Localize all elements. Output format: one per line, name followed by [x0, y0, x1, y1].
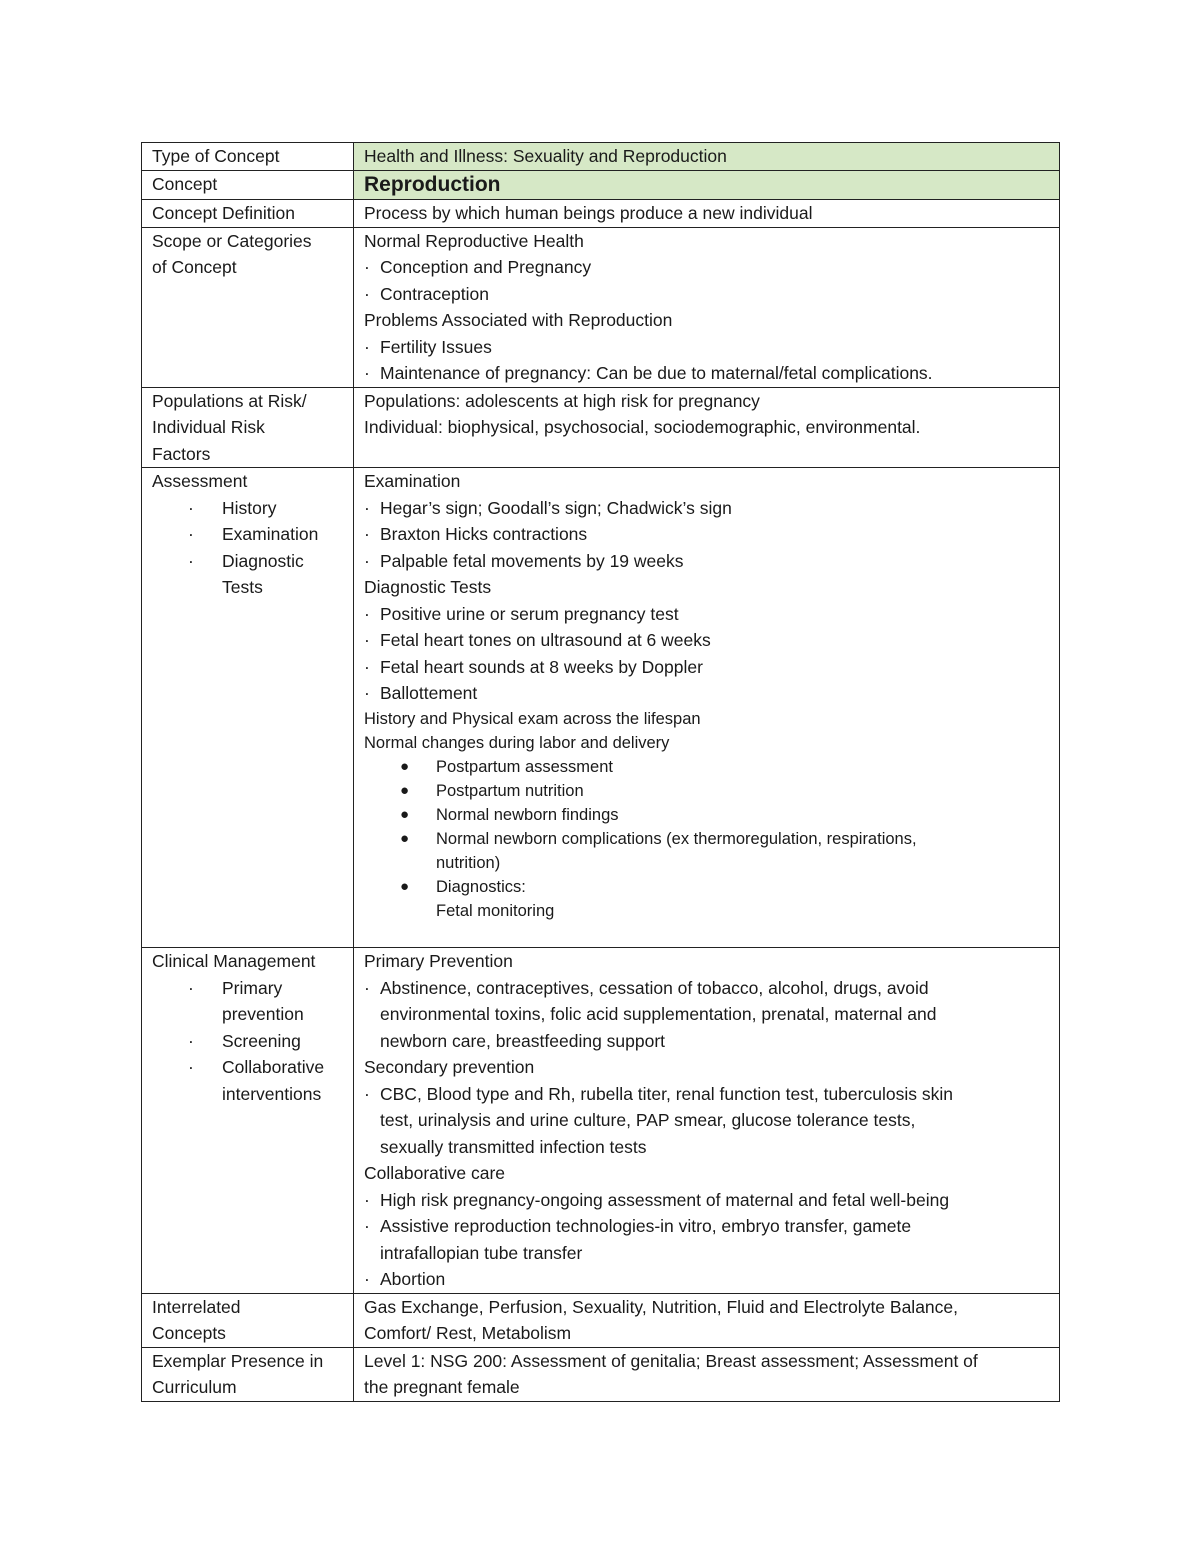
list-item: · Maintenance of pregnancy: Can be due to maternal/fetal complications. [364, 363, 933, 383]
list-item: · Abortion [364, 1269, 446, 1289]
value-exemplar: Level 1: NSG 200: Assessment of genitalia; Breast assessment; Assessment of the pregnant female [354, 1347, 1060, 1401]
concept-table [141, 142, 1060, 1402]
row-concept-definition [142, 199, 1060, 227]
value-populations: Populations: adolescents at high risk for pregnancy Individual: biophysical, psychosocial, sociodemographic, environmental. [354, 387, 1060, 468]
scope-heading-problems: Problems Associated with Reproduction [364, 310, 673, 330]
scope-heading-normal: Normal Reproductive Health [364, 230, 584, 251]
row-interrelated [142, 1293, 1060, 1347]
list-item: · Fertility Issues [364, 336, 492, 357]
list-item: · Ballottement [364, 683, 478, 703]
row-scope [142, 227, 1060, 387]
list-item: · Fetal heart tones on ultrasound at 6 weeks [364, 630, 711, 650]
exam-heading: Examination [364, 471, 461, 491]
label-exemplar: Exemplar Presence in Curriculum [142, 1347, 354, 1401]
list-item: ● Postpartum nutrition [400, 781, 584, 800]
value-concept-definition: Process by which human beings produce a new individual [354, 199, 1060, 227]
value-interrelated: Gas Exchange, Perfusion, Sexuality, Nutrition, Fluid and Electrolyte Balance, Comfort/ Rest, Metabolism [354, 1293, 1060, 1347]
list-item: · CBC, Blood type and Rh, rubella titer, renal function test, tuberculosis skin [364, 1083, 953, 1104]
list-item: ● Normal newborn complications (ex thermoregulation, respirations, [400, 829, 917, 848]
label-concept: Concept [142, 171, 354, 200]
value-type-of-concept: Health and Illness: Sexuality and Reproduction [354, 143, 1060, 171]
list-item: · Positive urine or serum pregnancy test [364, 603, 679, 624]
row-assessment [142, 468, 1060, 948]
list-item: ● Normal newborn findings [400, 805, 619, 824]
row-exemplar [142, 1347, 1060, 1401]
label-concept-definition: Concept Definition [142, 199, 354, 227]
value-scope [354, 227, 1060, 387]
value-assessment: Examination · Hegar’s sign; Goodall’s sign; Chadwick’s sign · Braxton Hicks contractions · Palpable fetal movements by 19 weeks Diagnostic Tests · Positive urine or serum pregnancy test · Fetal heart tones on ultrasound at 6 weeks · Fetal heart sounds at 8 weeks by Doppler · Ballottement History and Physical exam across the lifespan Normal changes during labor and delivery ● Postpartum assessment ● Postpartum nutrition ● Normal newborn findings ● Normal newborn complications (ex thermoregulation, respirations, nutrition) ● Diagnostics: Fetal monitoring [354, 468, 1060, 948]
label-clinical-management: Clinical Management · Primary prevention · Screening · Collaborative interventions [142, 948, 354, 1294]
list-item: · Palpable fetal movements by 19 weeks [364, 550, 684, 571]
list-item: · Contraception [364, 283, 489, 304]
list-item: · Assistive reproduction technologies-in vitro, embryo transfer, gamete [364, 1216, 912, 1236]
label-interrelated: Interrelated Concepts [142, 1293, 354, 1347]
label-scope: Scope or Categories of Concept [142, 227, 354, 387]
value-concept: Reproduction [354, 171, 1060, 200]
row-concept [142, 171, 1060, 200]
list-item: · Hegar’s sign; Goodall’s sign; Chadwick’s sign [364, 497, 732, 518]
row-type-of-concept [142, 143, 1060, 171]
list-item: · Conception and Pregnancy [364, 257, 592, 277]
row-clinical-management [142, 948, 1060, 1294]
label-assessment: Assessment · History · Examination · Diagnostic Tests [142, 468, 354, 948]
list-item: · Braxton Hicks contractions [364, 524, 588, 544]
list-item: · Fetal heart sounds at 8 weeks by Doppler [364, 656, 703, 677]
list-item: · Abstinence, contraceptives, cessation of tobacco, alcohol, drugs, avoid [364, 977, 929, 998]
diag-heading: Diagnostic Tests [364, 577, 492, 597]
label-type-of-concept: Type of Concept [142, 143, 354, 171]
list-item: · High risk pregnancy-ongoing assessment of maternal and fetal well-being [364, 1189, 950, 1210]
row-populations [142, 387, 1060, 468]
value-clinical-management: Primary Prevention · Abstinence, contraceptives, cessation of tobacco, alcohol, drugs, avoid environmental toxins, folic acid supplementation, prenatal, maternal and newborn care, breastfeeding support Secondary prevention · CBC, Blood type and Rh, rubella titer, renal function test, tuberculosis skin test, urinalysis and urine culture, PAP smear, glucose tolerance tests, sexually transmitted infection tests Collaborative care · High risk pregnancy-ongoing assessment of maternal and fetal well-being · Assistive reproduction technologies-in vitro, embryo transfer, gamete intrafallopian tube transfer · Abortion [354, 948, 1060, 1294]
label-populations: Populations at Risk/ Individual Risk Factors [142, 387, 354, 468]
list-item: ● Diagnostics: [400, 877, 526, 896]
list-item: ● Postpartum assessment [400, 757, 613, 776]
